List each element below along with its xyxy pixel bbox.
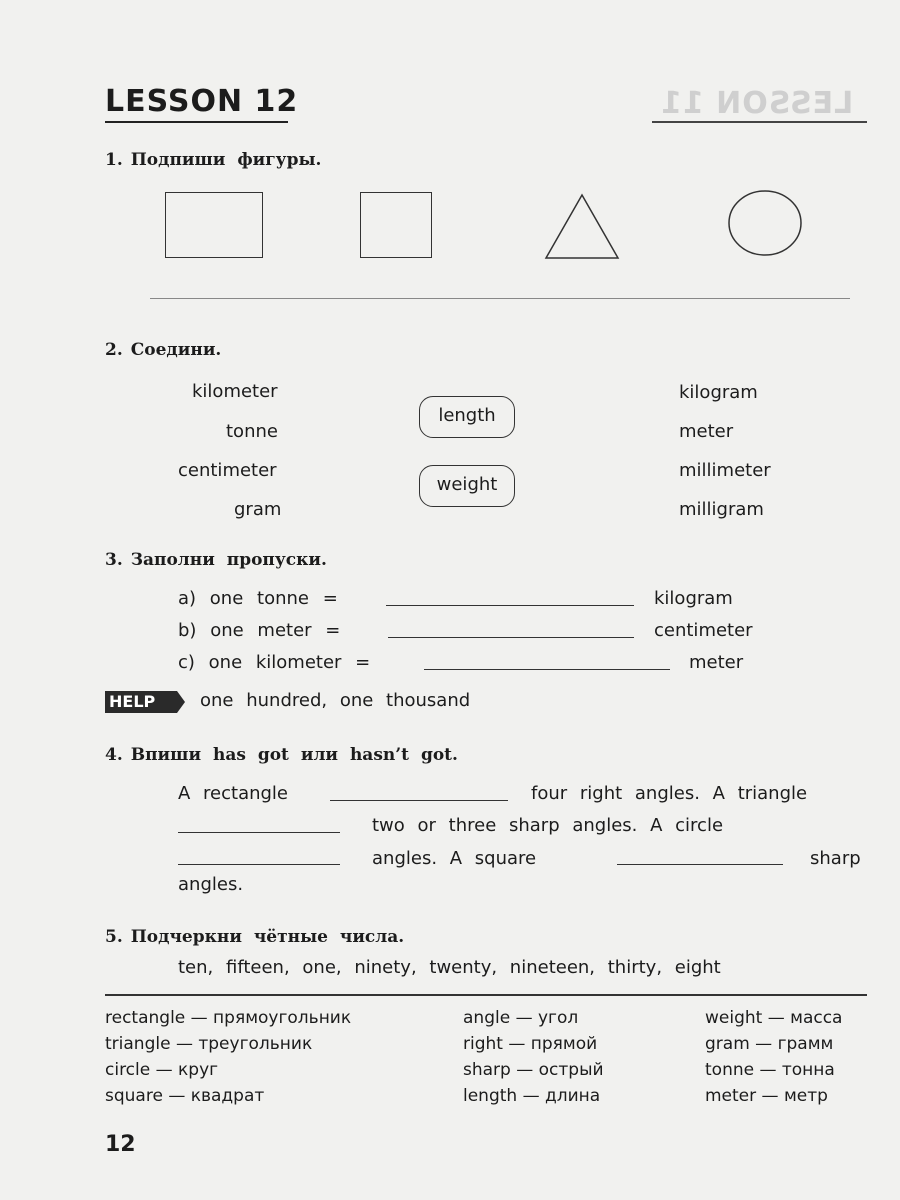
task3-number: 3. <box>105 550 123 570</box>
vocab-entry: square — квадрат <box>105 1086 265 1106</box>
row-label: c) <box>178 652 195 673</box>
answer-blank-triangle[interactable] <box>178 832 340 833</box>
task4-number: 4. <box>105 745 123 765</box>
task2-heading <box>105 340 221 360</box>
row-left-text: one tonne = <box>209 588 338 609</box>
row-label: a) <box>178 588 197 609</box>
triangle-shape <box>543 192 621 260</box>
bleed-through-title: LESSON 11 <box>660 86 854 121</box>
vocab-entry: circle — круг <box>105 1060 219 1080</box>
vocab-entry: meter — метр <box>705 1086 828 1106</box>
task4-heading <box>105 745 458 765</box>
left-word[interactable]: kilometer <box>192 381 278 402</box>
task3-instruction: Заполни пропуски. <box>130 550 327 570</box>
vocab-entry: gram — грамм <box>705 1034 834 1054</box>
task4-instruction: Впиши has got или hasn’t got. <box>130 745 458 765</box>
answer-blank-circle[interactable] <box>178 864 340 865</box>
task5-heading <box>105 927 404 947</box>
vocab-entry: angle — угол <box>463 1008 579 1028</box>
fill-row-c <box>178 652 370 673</box>
vocab-entry: tonne — тонна <box>705 1060 835 1080</box>
task4-text: sharp <box>810 848 861 869</box>
lesson-title: LESSON 12 <box>105 84 299 119</box>
vocabulary-column-3 <box>705 1005 842 1109</box>
task2-number: 2. <box>105 340 123 360</box>
category-box-length[interactable]: length <box>419 396 515 438</box>
vocab-entry: rectangle — прямоугольник <box>105 1008 352 1028</box>
left-word[interactable]: tonne <box>226 421 278 442</box>
vocab-entry: triangle — треугольник <box>105 1034 313 1054</box>
row-right-text: meter <box>689 652 744 673</box>
number-words[interactable]: ten, fifteen, one, ninety, twenty, nineteen, thirty, eight <box>178 957 721 978</box>
vocabulary-column-1 <box>105 1005 351 1109</box>
page-number: 12 <box>105 1132 136 1157</box>
vocab-entry: sharp — острый <box>463 1060 604 1080</box>
task4-text: two or three sharp angles. A circle <box>372 815 724 836</box>
vocabulary-divider <box>105 994 867 996</box>
answer-blank-c[interactable] <box>424 669 670 670</box>
row-right-text: kilogram <box>654 588 733 609</box>
row-left-text: one kilometer = <box>208 652 371 673</box>
task5-number: 5. <box>105 927 123 947</box>
right-word[interactable]: kilogram <box>679 382 758 403</box>
fill-row-a <box>178 588 338 609</box>
answer-blank-rectangle[interactable] <box>330 800 508 801</box>
vocabulary-column-2 <box>463 1005 604 1109</box>
left-word[interactable]: gram <box>234 499 282 520</box>
label-line[interactable] <box>150 298 850 299</box>
fill-row-b <box>178 620 340 641</box>
task1-instruction: Подпиши фигуры. <box>130 150 322 170</box>
task3-heading <box>105 550 327 570</box>
task4-text: angles. A square <box>372 848 537 869</box>
category-box-weight[interactable]: weight <box>419 465 515 507</box>
vocab-entry: length — длина <box>463 1086 601 1106</box>
task2-instruction: Соедини. <box>130 340 222 360</box>
row-label: b) <box>178 620 197 641</box>
task4-text: four right angles. A triangle <box>531 783 808 804</box>
answer-blank-b[interactable] <box>388 637 634 638</box>
task4-text: angles. <box>178 874 244 895</box>
help-badge: HELP <box>105 691 177 713</box>
task4-text: A rectangle <box>178 783 289 804</box>
task1-heading <box>105 150 321 170</box>
left-word[interactable]: centimeter <box>178 460 277 481</box>
task1-number: 1. <box>105 150 123 170</box>
row-left-text: one meter = <box>210 620 341 641</box>
right-word[interactable]: millimeter <box>679 460 771 481</box>
row-right-text: centimeter <box>654 620 753 641</box>
square-shape <box>360 192 432 258</box>
right-word[interactable]: meter <box>679 421 734 442</box>
right-word[interactable]: milligram <box>679 499 764 520</box>
vocab-entry: weight — масса <box>705 1008 843 1028</box>
answer-blank-square[interactable] <box>617 864 783 865</box>
task5-instruction: Подчеркни чётные числа. <box>130 927 405 947</box>
vocab-entry: right — прямой <box>463 1034 598 1054</box>
help-text: one hundred, one thousand <box>200 690 471 711</box>
rectangle-shape <box>165 192 263 258</box>
answer-blank-a[interactable] <box>386 605 634 606</box>
opposite-page-rule <box>652 121 867 123</box>
title-underline <box>105 121 288 123</box>
circle-shape <box>726 188 804 258</box>
